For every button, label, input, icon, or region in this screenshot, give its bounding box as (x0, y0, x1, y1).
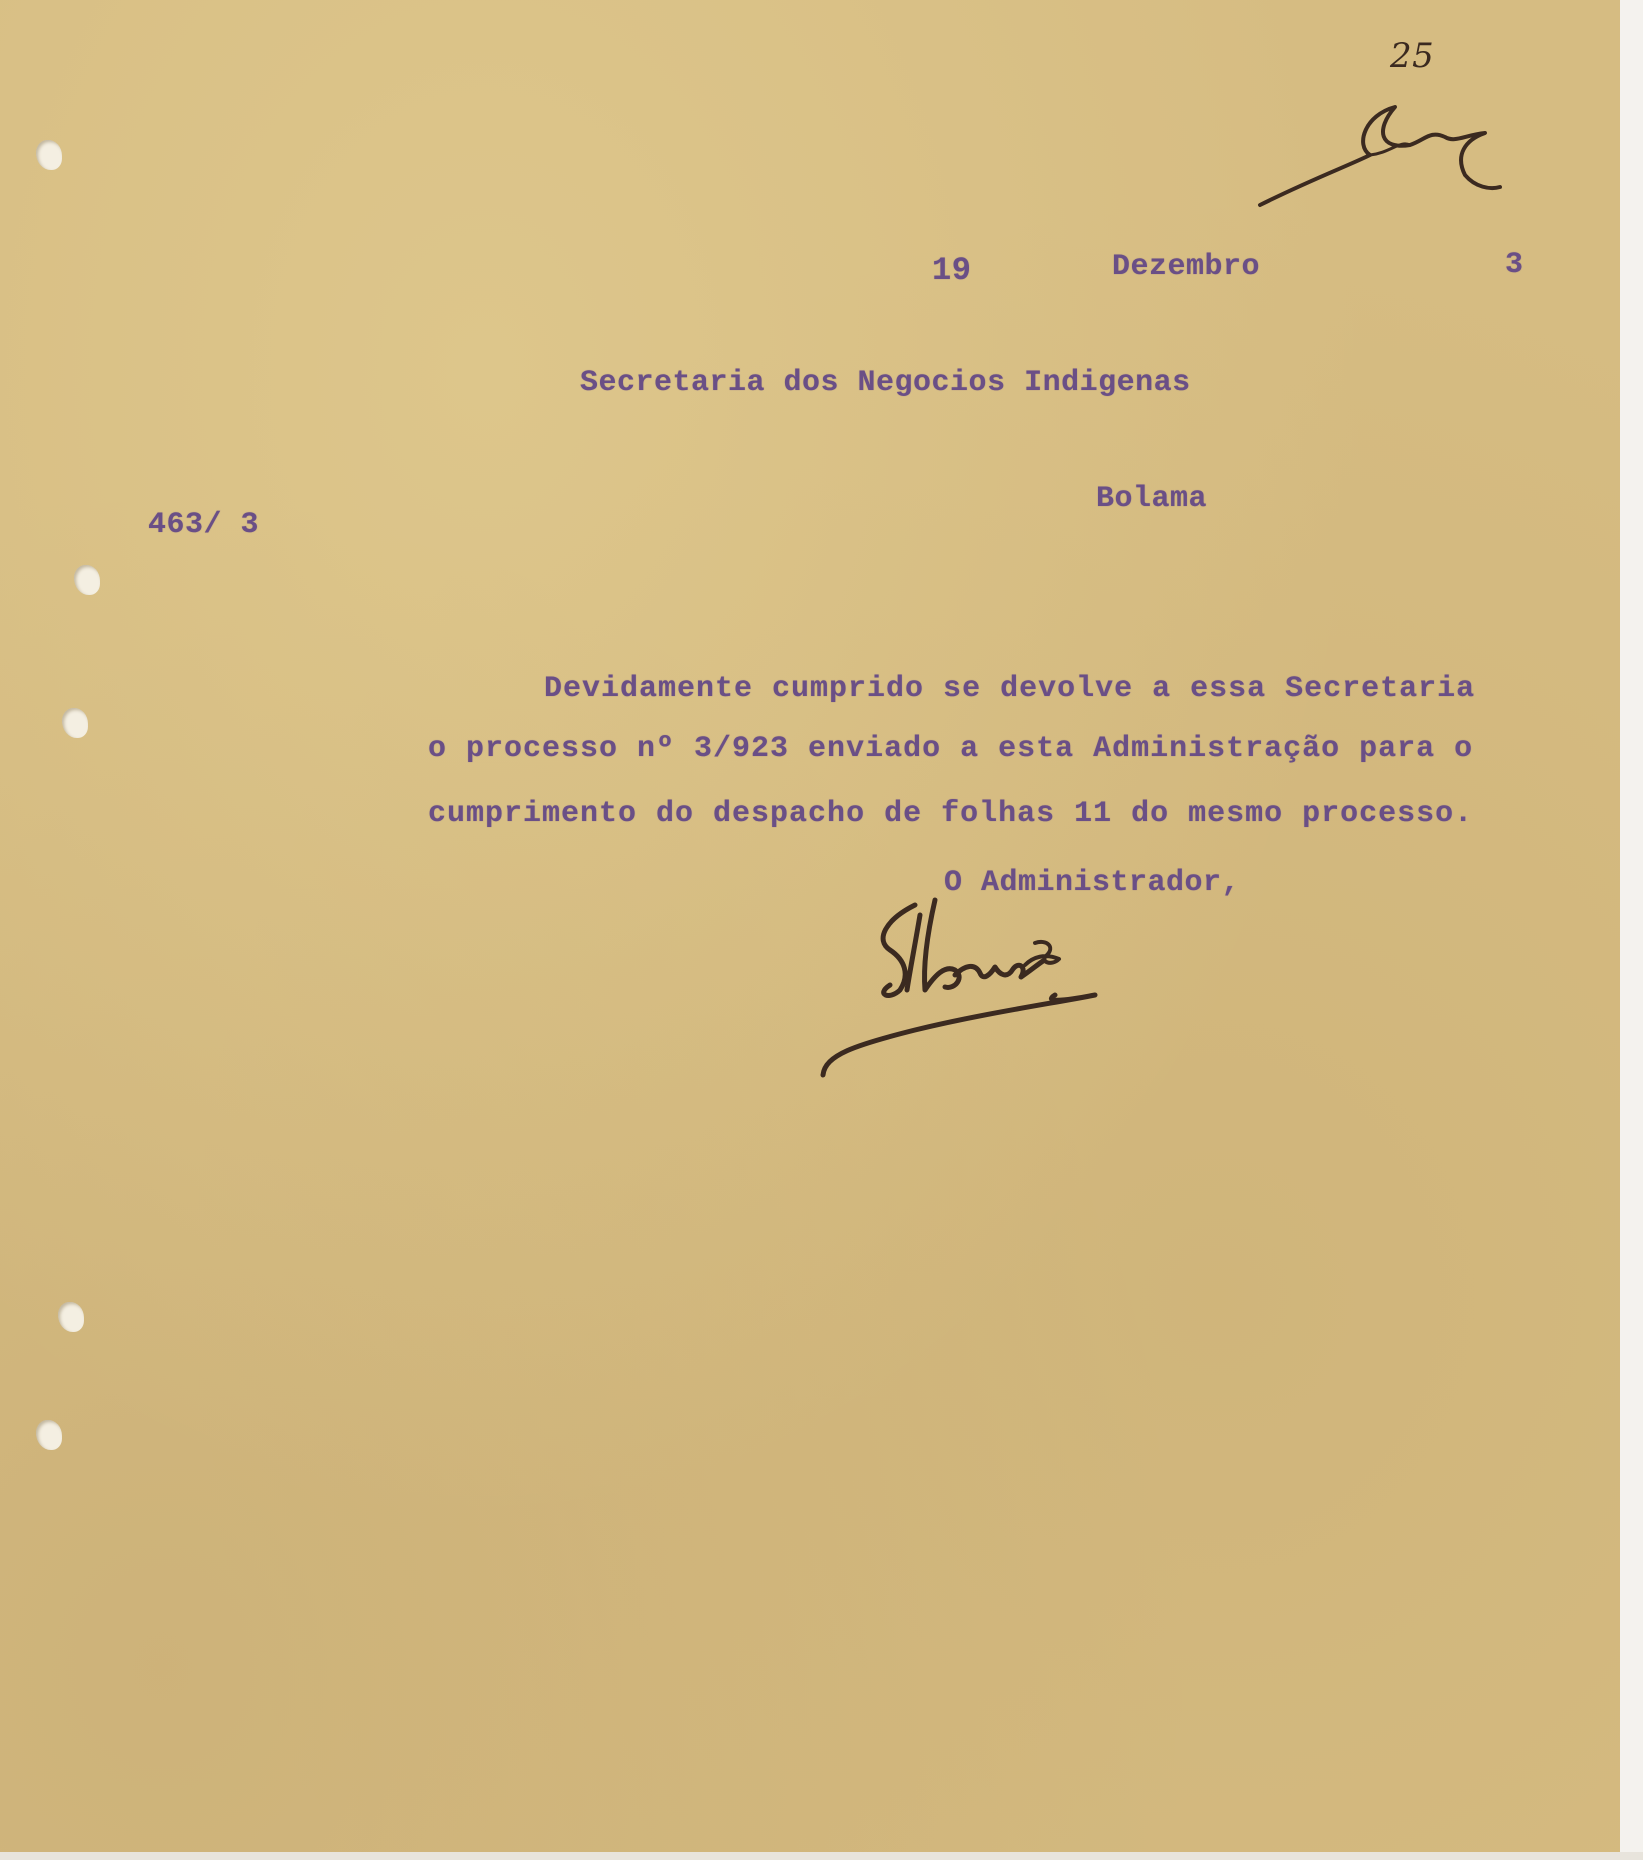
punch-hole (74, 565, 100, 595)
reference-number: 463/ 3 (148, 508, 260, 542)
folio-number: 25 (1390, 36, 1435, 76)
scan-bottom-margin (0, 1852, 1643, 1860)
addressee-office: Secretaria dos Negocios Indigenas (580, 366, 1191, 400)
punch-hole (58, 1302, 84, 1332)
body-line-3: cumprimento do despacho de folhas 11 do mesmo processo. (428, 797, 1474, 831)
administrator-signature (815, 895, 1235, 1085)
date-year: 3 (1505, 248, 1524, 282)
punch-hole (36, 1420, 62, 1450)
date-month: Dezembro (1112, 250, 1261, 284)
addressee-place: Bolama (1096, 482, 1208, 516)
body-line-1: Devidamente cumprido se devolve a essa Secretaria (544, 672, 1476, 706)
punch-hole (62, 708, 88, 738)
body-line-2: o processo nº 3/923 enviado a esta Administração para o (428, 732, 1474, 766)
scan-right-margin (1620, 0, 1643, 1860)
punch-hole (36, 140, 62, 170)
closing-title: O Administrador, (944, 866, 1241, 900)
top-initial-signature (1250, 95, 1510, 215)
date-day: 19 (932, 252, 972, 289)
